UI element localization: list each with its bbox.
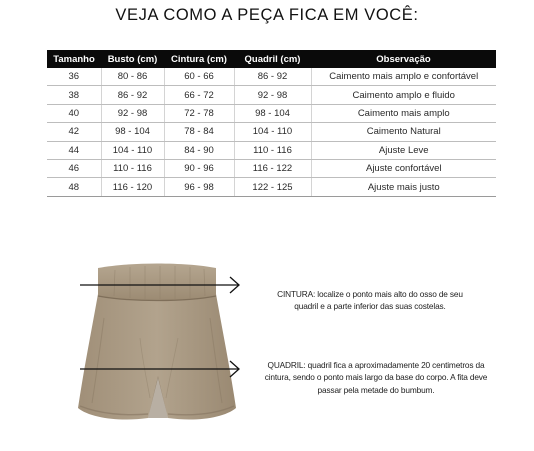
cell-bust: 110 - 116 bbox=[101, 159, 164, 177]
table-row bbox=[47, 104, 496, 122]
cell-bust: 92 - 98 bbox=[101, 104, 164, 122]
table-row bbox=[47, 141, 496, 159]
table-row bbox=[47, 123, 496, 141]
cell-observation: Ajuste confortável bbox=[311, 159, 496, 177]
header-observation: Observação bbox=[311, 50, 496, 68]
cell-size: 42 bbox=[47, 123, 101, 141]
cell-observation: Caimento amplo e fluido bbox=[311, 86, 496, 104]
cell-hip: 104 - 110 bbox=[234, 123, 311, 141]
cell-waist: 72 - 78 bbox=[164, 104, 234, 122]
header-size: Tamanho bbox=[47, 50, 101, 68]
cell-size: 38 bbox=[47, 86, 101, 104]
cell-size: 40 bbox=[47, 104, 101, 122]
cell-waist: 84 - 90 bbox=[164, 141, 234, 159]
waist-arrow-icon bbox=[80, 276, 244, 294]
cell-bust: 80 - 86 bbox=[101, 68, 164, 86]
cell-size: 46 bbox=[47, 159, 101, 177]
cell-hip: 86 - 92 bbox=[234, 68, 311, 86]
cell-bust: 98 - 104 bbox=[101, 123, 164, 141]
cell-hip: 92 - 98 bbox=[234, 86, 311, 104]
cell-waist: 96 - 98 bbox=[164, 178, 234, 196]
cell-hip: 116 - 122 bbox=[234, 159, 311, 177]
table-row bbox=[47, 159, 496, 177]
header-bust: Busto (cm) bbox=[101, 50, 164, 68]
hip-arrow-icon bbox=[80, 360, 244, 378]
table-row bbox=[47, 86, 496, 104]
cell-observation: Caimento mais amplo e confortável bbox=[311, 68, 496, 86]
hip-instruction: QUADRIL: quadril fica a aproximadamente 20 centimetros da cintura, sendo o ponto mais largo da base do corpo. A fita deve passar pela metade do bumbum. bbox=[264, 360, 488, 395]
cell-bust: 104 - 110 bbox=[101, 141, 164, 159]
table-header-row bbox=[47, 50, 496, 68]
cell-size: 48 bbox=[47, 178, 101, 196]
table-row bbox=[47, 178, 496, 196]
cell-observation: Ajuste Leve bbox=[311, 141, 496, 159]
cell-bust: 86 - 92 bbox=[101, 86, 164, 104]
cell-hip: 122 - 125 bbox=[234, 178, 311, 196]
cell-observation: Ajuste mais justo bbox=[311, 178, 496, 196]
waist-instruction: CINTURA: localize o ponto mais alto do osso de seu quadril e a parte inferior das suas costelas. bbox=[277, 289, 463, 312]
cell-waist: 66 - 72 bbox=[164, 86, 234, 104]
table-row bbox=[47, 68, 496, 86]
cell-hip: 98 - 104 bbox=[234, 104, 311, 122]
cell-bust: 116 - 120 bbox=[101, 178, 164, 196]
cell-hip: 110 - 116 bbox=[234, 141, 311, 159]
header-hip: Quadril (cm) bbox=[234, 50, 311, 68]
cell-observation: Caimento mais amplo bbox=[311, 104, 496, 122]
cell-observation: Caimento Natural bbox=[311, 123, 496, 141]
cell-waist: 78 - 84 bbox=[164, 123, 234, 141]
cell-size: 36 bbox=[47, 68, 101, 86]
cell-waist: 90 - 96 bbox=[164, 159, 234, 177]
page-title: VEJA COMO A PEÇA FICA EM VOCÊ: bbox=[115, 6, 419, 24]
cell-waist: 60 - 66 bbox=[164, 68, 234, 86]
header-waist: Cintura (cm) bbox=[164, 50, 234, 68]
size-table bbox=[47, 50, 496, 197]
cell-size: 44 bbox=[47, 141, 101, 159]
